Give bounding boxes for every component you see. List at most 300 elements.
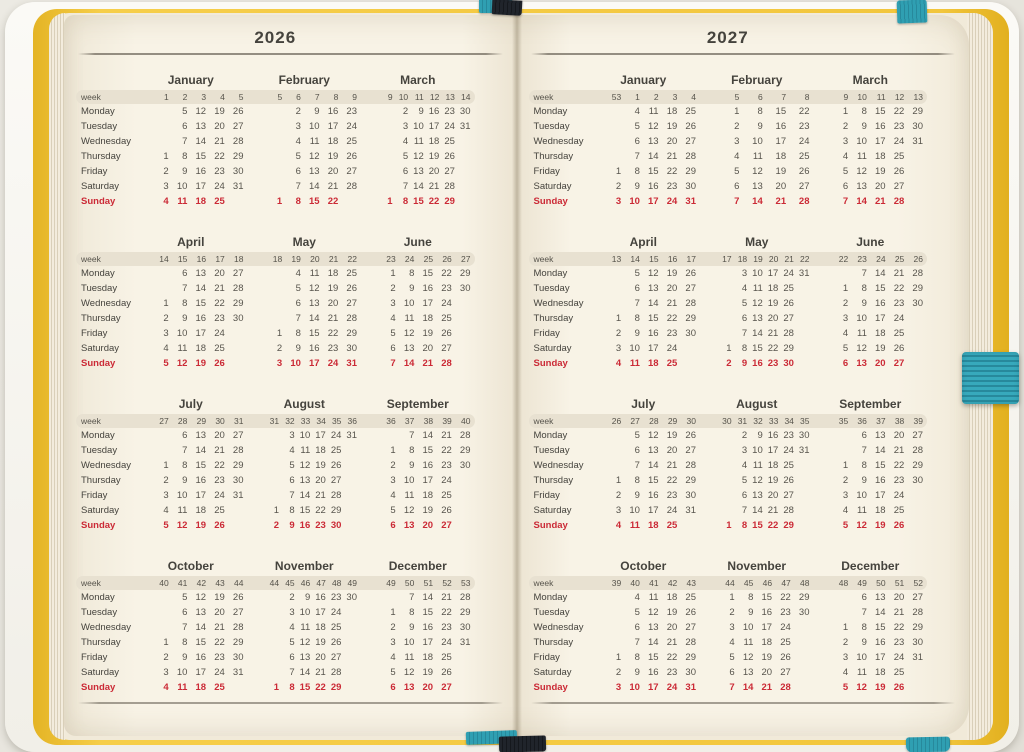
month-grid [814,166,928,177]
date-cell: 21 [666,298,678,309]
week-number: 48 [800,578,810,588]
date-cell: 9 [634,328,640,339]
date-cell: 3 [163,181,169,192]
bookmark-ribbon-teal-top-right [897,0,928,24]
date-cell: 6 [861,592,867,603]
date-cell [904,505,923,516]
date-cell: 30 [798,430,810,441]
date-cell [150,283,169,294]
day-label: Monday [81,106,115,117]
month-grid [700,652,814,663]
date-cell [904,682,923,693]
week-number: 30 [215,416,225,426]
month-grid [361,358,475,369]
week-number: 2 [182,92,188,102]
month-grid [248,637,362,648]
date-cell: 24 [444,121,455,132]
date-cell [791,622,810,633]
week-number: 24 [876,254,886,264]
year-title: 2027 [706,28,749,47]
date-cell: 11 [857,151,867,162]
day-label: Saturday [81,181,120,192]
week-number: 23 [386,254,396,264]
date-cell: 22 [441,607,452,618]
date-cell: 23 [893,298,905,309]
date-cell: 22 [767,343,779,354]
day-row [529,443,928,458]
date-cell: 2 [615,328,622,339]
date-cell [225,196,244,207]
date-cell: 28 [685,637,696,648]
month-grid [587,475,701,486]
date-cell: 22 [327,328,339,339]
date-cell: 7 [409,592,415,603]
month-grid [587,328,701,339]
date-cell: 4 [295,268,301,279]
week-label: week [533,578,554,588]
date-cell: 11 [629,520,640,531]
week-number: 13 [913,92,923,102]
date-cell: 2 [273,520,280,531]
week-number: 10 [398,92,409,102]
date-cell: 15 [648,475,659,486]
date-cell: 22 [214,151,225,162]
date-cell: 10 [413,121,424,132]
date-cell: 18 [195,682,207,693]
day-row [529,428,928,443]
date-cell: 10 [403,637,415,648]
date-cell: 24 [666,343,678,354]
date-cell [377,151,393,162]
date-cell [264,445,280,456]
month-grid [361,121,475,132]
date-cell: 28 [783,505,794,516]
date-cell [264,106,283,117]
date-cell [225,682,244,693]
date-cell: 18 [875,151,886,162]
date-cell: 7 [289,667,295,678]
month-grid [700,682,814,693]
week-number: 21 [784,254,794,264]
date-cell: 26 [893,682,905,693]
date-cell: 24 [893,313,905,324]
week-number: 46 [762,578,773,588]
month-grid [361,166,475,177]
date-cell: 5 [734,166,740,177]
date-cell: 3 [402,121,409,132]
date-cell: 22 [214,460,225,471]
date-cell [264,151,283,162]
month-grid [134,283,248,294]
date-cell: 15 [752,343,763,354]
month-grid [814,592,928,603]
month-grid [361,92,475,102]
date-cell: 10 [856,490,867,501]
week-number: 17 [722,254,732,264]
date-cell: 9 [757,430,763,441]
date-cell: 4 [634,592,640,603]
date-cell: 17 [428,121,440,132]
month-grid [587,181,701,192]
date-cell: 4 [163,505,169,516]
date-cell [264,592,280,603]
week-number: 32 [285,416,295,426]
date-cell: 30 [685,490,696,501]
date-cell: 1 [273,505,280,516]
date-cell [264,283,283,294]
date-cell: 13 [856,181,867,192]
day-label: Thursday [81,151,121,162]
week-number: 42 [667,578,678,588]
date-cell: 25 [783,283,794,294]
date-cell [904,151,923,162]
date-cell: 8 [861,283,867,294]
date-cell: 12 [856,166,867,177]
date-cell: 7 [390,358,396,369]
date-cell: 25 [893,328,905,339]
date-cell: 29 [783,343,794,354]
week-number: 18 [234,254,244,264]
date-cell [264,298,283,309]
month-grid [134,445,248,456]
date-cell: 5 [634,607,640,618]
date-cell: 20 [422,343,434,354]
date-cell: 28 [232,445,244,456]
date-cell [794,313,810,324]
date-cell: 20 [875,358,886,369]
week-number: 38 [894,416,905,426]
day-label: Saturday [533,505,572,516]
month-grid [700,181,814,192]
date-cell [264,136,283,147]
date-cell: 10 [176,328,188,339]
day-row [76,590,475,605]
date-cell: 13 [309,298,320,309]
date-cell: 25 [893,667,905,678]
month-grid [248,578,362,588]
date-cell: 31 [685,505,696,516]
date-cell: 19 [767,298,779,309]
date-cell: 18 [195,196,207,207]
date-cell: 20 [214,430,225,441]
week-number: 34 [784,416,794,426]
date-cell: 16 [422,622,434,633]
date-cell [341,622,357,633]
date-cell [264,430,280,441]
date-cell [452,475,471,486]
date-cell: 30 [232,652,244,663]
date-cell: 24 [441,475,452,486]
week-number-band [529,414,928,428]
date-cell: 31 [912,136,923,147]
date-cell: 21 [441,592,452,603]
month-grid [814,622,928,633]
date-cell: 23 [666,490,678,501]
date-cell: 14 [752,328,763,339]
date-cell: 14 [422,430,434,441]
date-cell: 29 [912,460,923,471]
week-number: 11 [414,92,424,102]
date-cell [264,313,283,324]
month-grid [814,682,928,693]
date-cell: 31 [798,445,810,456]
date-cell: 21 [315,667,326,678]
date-cell: 29 [459,268,471,279]
week-number: 33 [768,416,779,426]
week-number: 31 [269,416,280,426]
day-label: Friday [533,166,560,177]
date-cell: 18 [195,505,207,516]
date-cell: 3 [741,445,748,456]
date-cell: 30 [346,343,357,354]
month-grid [587,430,701,441]
day-label: Wednesday [81,622,131,633]
week-number: 49 [857,578,867,588]
date-cell: 21 [428,181,440,192]
date-cell: 27 [346,166,357,177]
date-cell: 25 [893,151,905,162]
date-cell: 23 [441,460,452,471]
date-cell: 11 [404,652,415,663]
date-cell: 1 [615,652,622,663]
month-grid [361,505,475,516]
week-number: 49 [386,578,396,588]
day-row [76,458,475,473]
date-cell: 21 [893,268,905,279]
month-grid [248,505,362,516]
date-cell: 7 [402,181,409,192]
date-cell: 2 [615,181,622,192]
date-cell: 22 [893,106,905,117]
month-grid [361,460,475,471]
date-cell [377,592,396,603]
month-grid [361,475,475,486]
date-cell: 15 [648,313,659,324]
date-cell: 26 [685,121,696,132]
date-cell: 16 [767,430,779,441]
date-cell: 19 [875,343,886,354]
month-grid [587,136,701,147]
month-grid [700,328,814,339]
date-cell: 18 [428,136,440,147]
date-cell: 29 [232,637,244,648]
date-cell [150,430,169,441]
date-cell: 15 [195,298,207,309]
week-number: 12 [429,92,440,102]
month-name: December [841,558,900,573]
month-grid [587,92,701,102]
day-row [529,473,928,488]
date-cell: 28 [912,445,923,456]
day-row [529,356,928,371]
date-cell: 6 [729,667,735,678]
date-cell [603,268,622,279]
date-cell: 12 [856,682,867,693]
date-cell: 25 [893,505,905,516]
week-number: 4 [220,92,225,102]
week-label: week [81,92,101,102]
day-row [76,443,475,458]
week-number: 40 [159,578,169,588]
day-label: Tuesday [533,607,570,618]
week-number: 53 [461,578,471,588]
date-cell: 23 [893,121,905,132]
date-cell [716,460,732,471]
month-name: November [727,558,787,573]
date-cell: 22 [441,268,452,279]
week-number-band [76,414,475,428]
date-cell: 18 [875,505,886,516]
date-cell: 13 [752,490,763,501]
date-cell: 11 [857,328,867,339]
date-cell: 23 [346,106,357,117]
date-cell: 6 [402,166,409,177]
month-grid [814,652,928,663]
week-number: 51 [423,578,434,588]
date-cell [264,268,283,279]
date-cell: 2 [842,121,849,132]
date-cell: 24 [330,430,342,441]
date-cell: 8 [182,298,188,309]
date-cell: 25 [666,358,678,369]
date-cell: 19 [875,520,886,531]
month-grid [134,328,248,339]
date-cell: 19 [327,151,339,162]
date-cell: 25 [346,136,357,147]
month-grid [134,254,248,264]
bookmark-ribbon-dark-top [492,0,523,16]
week-label: week [533,254,554,264]
day-row [529,326,928,341]
date-cell: 31 [346,358,357,369]
date-cell: 11 [752,460,763,471]
date-cell: 1 [387,196,393,207]
date-cell: 27 [780,667,791,678]
month-grid [814,328,928,339]
month-grid [361,622,475,633]
month-grid [700,445,814,456]
month-grid [587,416,701,426]
week-number: 39 [913,416,923,426]
date-cell: 26 [444,151,455,162]
date-cell: 15 [875,460,886,471]
date-cell: 28 [685,460,696,471]
date-cell [150,136,169,147]
week-number: 31 [234,416,244,426]
week-number: 35 [800,416,810,426]
date-cell: 1 [615,475,622,486]
day-label: Saturday [533,181,572,192]
date-cell: 9 [304,592,311,603]
date-cell: 9 [861,298,867,309]
date-cell [377,181,393,192]
date-cell [150,121,169,132]
header-rule [78,53,503,55]
date-cell [264,475,280,486]
date-cell: 8 [634,652,640,663]
month-grid [361,151,475,162]
day-label: Friday [533,490,560,501]
date-cell: 29 [685,475,696,486]
date-cell: 13 [195,607,207,618]
date-cell: 29 [685,166,696,177]
day-row [76,428,475,443]
date-cell: 1 [729,592,735,603]
quarter-block [529,555,928,695]
month-grid [700,298,814,309]
month-grid [134,268,248,279]
date-cell: 17 [195,667,207,678]
week-number: 9 [843,92,849,102]
date-cell: 12 [648,607,659,618]
month-grid [248,121,362,132]
date-cell: 7 [741,328,748,339]
month-grid [248,298,362,309]
date-cell: 19 [775,166,787,177]
date-cell: 9 [634,667,640,678]
day-label: Friday [81,652,108,663]
date-cell: 25 [444,136,455,147]
date-cell: 1 [273,682,280,693]
month-grid [361,652,475,663]
date-cell [794,298,810,309]
date-cell: 17 [767,268,779,279]
week-number: 37 [876,416,886,426]
date-cell: 19 [666,607,678,618]
date-cell: 15 [413,196,424,207]
date-cell: 9 [182,475,188,486]
date-cell: 12 [856,520,867,531]
date-cell: 5 [741,298,748,309]
month-grid [134,121,248,132]
date-cell: 29 [685,313,696,324]
date-cell: 17 [422,637,434,648]
date-cell: 12 [413,151,424,162]
date-cell: 26 [798,166,810,177]
date-cell: 23 [214,166,225,177]
date-cell: 25 [214,196,225,207]
week-number: 51 [894,578,905,588]
date-cell: 13 [875,592,886,603]
date-cell: 22 [666,652,678,663]
date-cell: 26 [232,592,244,603]
date-cell [716,505,732,516]
date-cell: 8 [289,682,295,693]
date-cell: 4 [729,637,735,648]
date-cell: 8 [409,607,415,618]
date-cell: 13 [195,430,207,441]
date-cell [794,505,810,516]
month-grid [814,578,928,588]
month-grid [700,121,814,132]
month-grid [587,151,701,162]
date-cell [716,445,732,456]
date-cell: 6 [295,166,301,177]
month-name: January [167,72,214,87]
date-cell: 7 [289,490,295,501]
day-label: Wednesday [533,622,584,633]
month-names-row [76,555,475,576]
date-cell: 4 [734,151,740,162]
week-number: 52 [913,578,923,588]
date-cell: 19 [315,460,326,471]
date-cell: 20 [875,181,886,192]
month-grid [248,607,362,618]
date-cell [791,637,810,648]
date-cell: 30 [912,121,923,132]
date-cell: 3 [615,682,622,693]
date-cell [794,490,810,501]
